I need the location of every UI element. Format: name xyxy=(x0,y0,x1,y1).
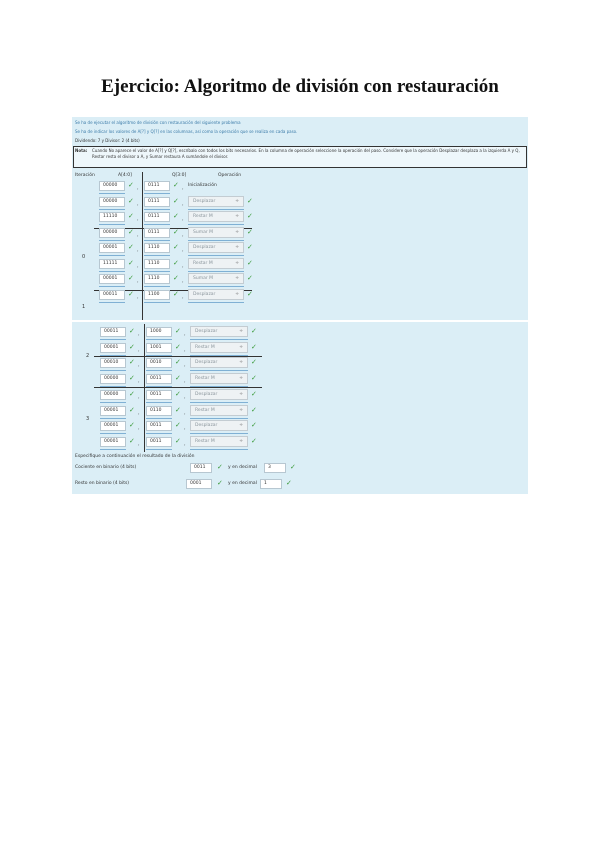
q-register-input[interactable]: 1110 xyxy=(144,274,170,284)
check-icon: ✓ xyxy=(173,289,179,298)
input-underline xyxy=(100,418,126,419)
page-title: Ejercicio: Algoritmo de división con restauración xyxy=(101,76,499,97)
intro-line-1: Se ha de ejecutar el algoritmo de división con restauración del siguiente problema xyxy=(75,120,241,125)
chevron-down-icon: ÷ xyxy=(239,407,243,413)
chevron-down-icon: ÷ xyxy=(235,214,239,219)
input-underline xyxy=(144,255,170,256)
check-icon: ✓ xyxy=(129,389,135,398)
sub-marker: › xyxy=(138,348,140,353)
select-underline xyxy=(190,433,248,434)
sub-marker: › xyxy=(182,249,184,253)
q-register-input[interactable]: 0011 xyxy=(146,390,172,400)
a-register-input[interactable]: 00001 xyxy=(100,406,126,416)
q-register-input[interactable]: 0010 xyxy=(146,358,172,368)
a-register-input[interactable]: 00010 xyxy=(100,358,126,368)
chevron-down-icon: ÷ xyxy=(239,360,243,366)
check-icon: ✓ xyxy=(128,243,134,251)
input-underline xyxy=(144,209,170,210)
operation-select-value: Restar M xyxy=(195,407,215,413)
sub-marker: › xyxy=(137,264,139,269)
check-icon: ✓ xyxy=(251,389,257,398)
check-icon: ✓ xyxy=(129,327,135,335)
operation-select[interactable] xyxy=(190,357,248,368)
operation-select[interactable] xyxy=(190,373,248,384)
operation-select-value: Desplazar xyxy=(193,198,216,204)
q-register-input[interactable]: 1000 xyxy=(146,327,172,337)
a-register-input[interactable]: 00000 xyxy=(99,181,125,191)
check-icon: ✓ xyxy=(128,274,134,282)
operation-select[interactable] xyxy=(188,273,244,284)
sub-marker: › xyxy=(138,380,140,385)
check-icon: ✓ xyxy=(128,227,134,236)
q-register-input[interactable]: 0011 xyxy=(146,437,172,447)
operation-select[interactable] xyxy=(188,289,244,300)
input-underline xyxy=(100,433,126,434)
a-register-input[interactable]: 00001 xyxy=(99,243,125,253)
operation-select-value: Restar M xyxy=(195,438,215,444)
sub-marker: › xyxy=(137,295,139,300)
check-icon: ✓ xyxy=(173,227,179,236)
quotient-decimal-input[interactable]: 3 xyxy=(264,463,286,473)
a-register-input[interactable]: 00001 xyxy=(100,437,126,447)
sub-marker: › xyxy=(137,249,139,253)
table-row xyxy=(72,290,372,306)
operation-select-value: Restar M xyxy=(195,344,215,350)
sub-marker: › xyxy=(138,411,140,416)
a-register-input[interactable]: 00001 xyxy=(100,421,126,431)
a-register-input[interactable]: 11110 xyxy=(99,212,125,222)
sub-marker: › xyxy=(138,442,140,447)
input-underline xyxy=(146,386,172,387)
q-register-input[interactable]: 1110 xyxy=(144,243,170,253)
a-register-input[interactable]: 00000 xyxy=(99,228,125,238)
operation-select-value: Desplazar xyxy=(193,245,216,250)
input-underline xyxy=(99,224,125,225)
a-register-input[interactable]: 00001 xyxy=(100,343,126,353)
input-underline xyxy=(99,255,125,256)
operation-select[interactable] xyxy=(188,258,244,269)
input-underline xyxy=(100,449,126,450)
q-register-input[interactable]: 0011 xyxy=(146,374,172,384)
input-underline xyxy=(146,418,172,419)
input-underline xyxy=(99,209,125,210)
check-icon: ✓ xyxy=(175,389,181,398)
input-underline xyxy=(100,402,126,403)
operation-select-value: Desplazar xyxy=(195,329,218,334)
check-icon: ✓ xyxy=(251,374,257,383)
check-icon: ✓ xyxy=(251,327,257,335)
check-icon: ✓ xyxy=(247,196,253,205)
input-underline xyxy=(146,339,172,340)
q-register-input[interactable]: 0111 xyxy=(144,212,170,222)
check-icon: ✓ xyxy=(173,181,179,189)
sub-marker: › xyxy=(182,202,184,207)
input-underline xyxy=(99,240,125,241)
sub-marker: › xyxy=(137,233,139,238)
check-icon: ✓ xyxy=(175,436,181,445)
operation-select-value: Desplazar xyxy=(195,360,218,366)
a-register-input[interactable]: 00000 xyxy=(100,374,126,384)
table-row xyxy=(72,259,372,275)
q-register-input[interactable]: 0011 xyxy=(146,421,172,431)
select-underline xyxy=(188,271,244,272)
select-underline xyxy=(190,339,248,340)
select-underline xyxy=(188,302,244,303)
iteration-label: 1 xyxy=(82,304,86,310)
a-register-input[interactable]: 00000 xyxy=(99,197,125,207)
sub-marker: › xyxy=(182,187,184,191)
operation-select[interactable] xyxy=(190,342,248,353)
check-icon: ✓ xyxy=(175,358,181,367)
q-register-input[interactable]: 0111 xyxy=(144,197,170,207)
col-header-q: Q[3:0] xyxy=(172,173,187,178)
select-underline xyxy=(188,224,244,225)
check-icon: ✓ xyxy=(129,358,135,367)
sub-marker: › xyxy=(138,333,140,337)
check-icon: ✓ xyxy=(128,212,134,220)
input-underline xyxy=(144,271,170,272)
check-icon: ✓ xyxy=(128,258,134,267)
note-box xyxy=(73,146,527,168)
a-register-input[interactable]: 00011 xyxy=(100,327,126,337)
select-underline xyxy=(188,240,244,241)
a-register-input[interactable]: 00011 xyxy=(99,290,125,300)
check-icon: ✓ xyxy=(251,342,257,351)
operation-select-value: Desplazar xyxy=(195,391,218,397)
operation-select[interactable] xyxy=(188,196,244,207)
q-register-input[interactable]: 0111 xyxy=(144,181,170,191)
sub-marker: › xyxy=(182,295,184,300)
operation-select[interactable] xyxy=(190,420,248,431)
input-underline xyxy=(100,370,126,371)
sub-marker: › xyxy=(184,427,186,432)
operation-select[interactable] xyxy=(190,436,248,447)
check-icon: ✓ xyxy=(129,374,135,383)
intro-line-2: Se ha de indicar los valores de A[?] y Q[?] en las columnas, así como la operación que se realiza en cada paso. xyxy=(75,129,298,134)
table-row xyxy=(72,228,372,244)
chevron-down-icon: ÷ xyxy=(235,291,239,297)
sub-marker: › xyxy=(137,202,139,207)
check-icon: ✓ xyxy=(173,243,179,251)
check-icon: ✓ xyxy=(175,421,181,430)
exercise-panel-1 xyxy=(72,117,528,320)
chevron-down-icon: ÷ xyxy=(235,276,239,281)
table-row xyxy=(72,374,372,390)
table-row xyxy=(72,181,372,197)
note-label: Nota: xyxy=(75,148,88,153)
input-underline xyxy=(99,302,125,303)
check-icon: ✓ xyxy=(129,342,135,351)
table-row xyxy=(72,343,372,359)
remainder-label: Resto en binario (4 bits) xyxy=(75,481,130,486)
q-register-input[interactable]: 1110 xyxy=(144,259,170,269)
q-register-input[interactable]: 1001 xyxy=(146,343,172,353)
quotient-label: Cociente en binario (4 bits) xyxy=(75,465,137,470)
check-icon: ✓ xyxy=(251,405,257,414)
check-icon: ✓ xyxy=(175,374,181,383)
check-icon: ✓ xyxy=(251,436,257,445)
check-icon: ✓ xyxy=(251,421,257,430)
check-icon: ✓ xyxy=(175,405,181,414)
operation-select[interactable] xyxy=(188,242,244,253)
check-icon: ✓ xyxy=(217,463,223,471)
check-icon: ✓ xyxy=(217,479,223,487)
sub-marker: › xyxy=(137,187,139,191)
check-icon: ✓ xyxy=(175,342,181,351)
check-icon: ✓ xyxy=(247,274,253,282)
iteration-label: 3 xyxy=(86,416,90,422)
check-icon: ✓ xyxy=(129,405,135,414)
check-icon: ✓ xyxy=(251,358,257,367)
select-underline xyxy=(188,286,244,287)
select-underline xyxy=(190,355,248,356)
input-underline xyxy=(144,193,170,194)
q-register-input[interactable]: 0110 xyxy=(146,406,172,416)
check-icon: ✓ xyxy=(247,289,253,298)
check-icon: ✓ xyxy=(247,212,253,220)
chevron-down-icon: ÷ xyxy=(235,245,239,250)
input-underline xyxy=(146,370,172,371)
select-underline xyxy=(190,418,248,419)
operation-select[interactable] xyxy=(188,211,244,222)
col-header-iter: Iteración xyxy=(75,173,95,178)
sub-marker: › xyxy=(138,364,140,369)
table-row xyxy=(72,212,372,228)
check-icon: ✓ xyxy=(290,463,296,471)
select-underline xyxy=(190,402,248,403)
operation-select-value: Sumar M xyxy=(193,229,214,235)
operation-select-value: Desplazar xyxy=(195,423,218,429)
iteration-label: 0 xyxy=(82,254,86,260)
table-row xyxy=(72,437,372,453)
chevron-down-icon: ÷ xyxy=(239,391,243,397)
table-row xyxy=(72,406,372,422)
input-underline xyxy=(144,240,170,241)
sub-marker: › xyxy=(137,218,139,222)
chevron-down-icon: ÷ xyxy=(235,260,239,266)
select-underline xyxy=(190,449,248,450)
input-underline xyxy=(146,449,172,450)
chevron-down-icon: ÷ xyxy=(235,229,239,235)
quotient-decimal-label: y en decimal xyxy=(228,465,257,470)
check-icon: ✓ xyxy=(173,196,179,205)
chevron-down-icon: ÷ xyxy=(239,376,243,382)
input-underline xyxy=(99,286,125,287)
note-text: Cuando No aparece el valor de A[?] y Q[?], escríbalo con todos los bits necesarios. En la columna de operación seleccione la operación del paso. Considere que la operación Desplazar desplaza a la izquierda A y Q, Restar resta el divisor a A, y Sumar restaura A sumándole el divisor. xyxy=(92,148,520,159)
exercise-panel-2 xyxy=(72,322,528,494)
input-underline xyxy=(100,386,126,387)
check-icon: ✓ xyxy=(175,327,181,335)
input-underline xyxy=(144,286,170,287)
sub-marker: › xyxy=(138,427,140,432)
table-row xyxy=(72,421,372,437)
check-icon: ✓ xyxy=(129,436,135,445)
sub-marker: › xyxy=(182,280,184,284)
remainder-decimal-input[interactable]: 1 xyxy=(260,479,282,489)
operation-select-value: Restar M xyxy=(193,260,213,266)
input-underline xyxy=(146,433,172,434)
input-underline xyxy=(146,355,172,356)
sub-marker: › xyxy=(184,333,186,337)
check-icon: ✓ xyxy=(128,289,134,298)
operation-select-value: Desplazar xyxy=(193,291,216,297)
sub-marker: › xyxy=(137,280,139,284)
select-underline xyxy=(188,209,244,210)
chevron-down-icon: ÷ xyxy=(239,423,243,429)
a-register-input[interactable]: 11111 xyxy=(99,259,125,269)
chevron-down-icon: ÷ xyxy=(239,329,243,334)
chevron-down-icon: ÷ xyxy=(239,344,243,350)
chevron-down-icon: ÷ xyxy=(239,438,243,444)
a-register-input[interactable]: 00001 xyxy=(99,274,125,284)
sub-marker: › xyxy=(184,411,186,416)
check-icon: ✓ xyxy=(128,196,134,205)
sub-marker: › xyxy=(138,395,140,400)
input-underline xyxy=(146,402,172,403)
sub-marker: › xyxy=(184,348,186,353)
iteration-label: 2 xyxy=(86,353,90,359)
table-row xyxy=(72,274,372,290)
a-register-input[interactable]: 00000 xyxy=(100,390,126,400)
check-icon: ✓ xyxy=(128,181,134,189)
operation-select-value: Restar M xyxy=(193,214,213,219)
check-icon: ✓ xyxy=(247,243,253,251)
input-underline xyxy=(100,339,126,340)
intro-line-3: Dividendo: 7 y Divisor: 2 (4 bits) xyxy=(75,138,140,143)
operation-select[interactable] xyxy=(188,227,244,238)
sub-marker: › xyxy=(182,264,184,269)
check-icon: ✓ xyxy=(173,258,179,267)
check-icon: ✓ xyxy=(173,212,179,220)
operation-select[interactable] xyxy=(190,405,248,416)
q-register-input[interactable]: 0111 xyxy=(144,228,170,238)
operation-select-value: Restar M xyxy=(195,376,215,382)
sub-marker: › xyxy=(184,442,186,447)
check-icon: ✓ xyxy=(173,274,179,282)
quotient-binary-input[interactable]: 0011 xyxy=(190,463,212,473)
col-header-a: A[4:0] xyxy=(118,173,132,178)
input-underline xyxy=(99,193,125,194)
chevron-down-icon: ÷ xyxy=(235,198,239,204)
sub-marker: › xyxy=(182,233,184,238)
select-underline xyxy=(190,386,248,387)
table-row xyxy=(72,327,372,343)
check-icon: ✓ xyxy=(247,258,253,267)
table-row xyxy=(72,243,372,259)
sub-marker: › xyxy=(184,395,186,400)
input-underline xyxy=(99,271,125,272)
remainder-binary-input[interactable]: 0001 xyxy=(186,479,212,489)
operation-select-value: Sumar M xyxy=(193,276,214,281)
table-row xyxy=(72,197,372,213)
operation-select[interactable] xyxy=(190,326,248,337)
operation-select[interactable] xyxy=(190,389,248,400)
operation-text: Inicialización xyxy=(188,183,217,188)
sub-marker: › xyxy=(184,364,186,369)
table-row xyxy=(72,358,372,374)
select-underline xyxy=(188,255,244,256)
remainder-decimal-label: y en decimal xyxy=(228,481,257,486)
select-underline xyxy=(190,370,248,371)
table-row xyxy=(72,390,372,406)
results-caption: Especifique a continuación el resultado de la división xyxy=(75,454,195,459)
sub-marker: › xyxy=(182,218,184,222)
sub-marker: › xyxy=(184,380,186,385)
q-register-input[interactable]: 1100 xyxy=(144,290,170,300)
col-header-op: Operación xyxy=(218,173,242,178)
input-underline xyxy=(144,302,170,303)
check-icon: ✓ xyxy=(247,227,253,236)
check-icon: ✓ xyxy=(129,421,135,430)
input-underline xyxy=(100,355,126,356)
input-underline xyxy=(144,224,170,225)
check-icon: ✓ xyxy=(286,479,292,487)
